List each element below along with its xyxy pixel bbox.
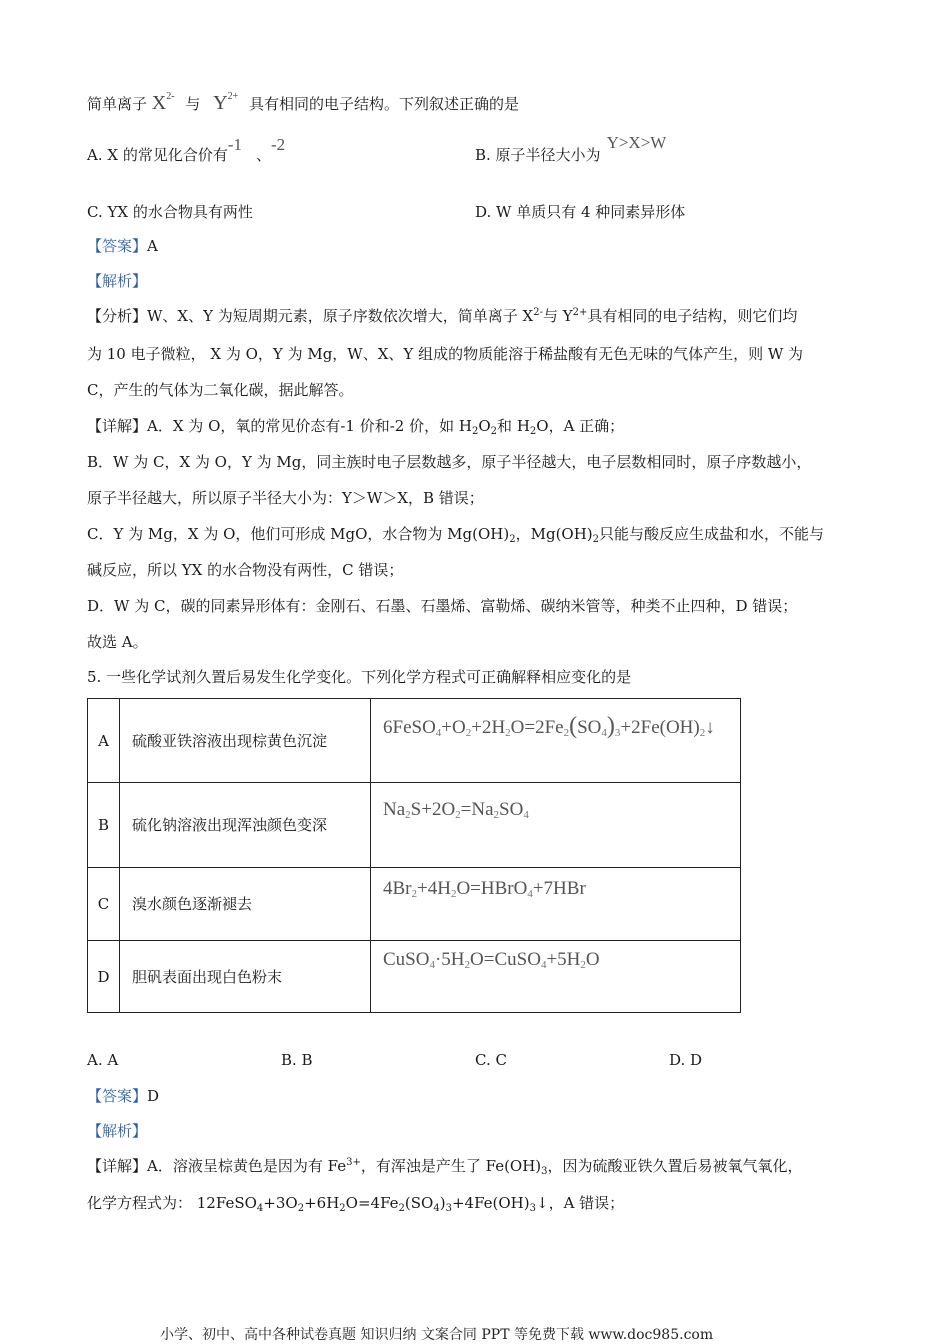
q5-option-a: A. A bbox=[87, 1051, 119, 1069]
q5-answer: 【答案】D bbox=[87, 1087, 160, 1105]
table-row bbox=[88, 699, 741, 783]
q4-detail-a: 【详解】A．X 为 O，氧的常见价态有-1 价和-2 价，如 $H_2O_2$和 $H_2O$，A 正确； bbox=[87, 417, 625, 437]
q5-table bbox=[87, 698, 741, 1013]
q5-analysis-tag: 【解析】 bbox=[87, 1122, 148, 1140]
q5-option-c: C. C bbox=[475, 1051, 507, 1069]
q4-analysis-line-3: C，产生的气体为二氧化碳，据此解答。 bbox=[87, 381, 354, 399]
equation-b: $Na_2S+2O_2=Na_2SO_4$ bbox=[371, 783, 741, 868]
q4-detail-b2: 原子半径越大，所以原子半径大小为：Y＞W＞X，B 错误； bbox=[87, 489, 484, 507]
q4-detail-d2: 故选 A。 bbox=[87, 633, 148, 651]
equation-d: $CuSO_4\cdot 5H_2O=CuSO_4+5H_2O$ bbox=[371, 941, 741, 1013]
q4-detail-d1: D．W 为 C，碳的同素异形体有：金刚石、石墨、石墨烯、富勒烯、碳纳米管等，种类不止四种，D 错误； bbox=[87, 597, 798, 615]
row-desc: 溴水颜色逐渐褪去 bbox=[120, 868, 371, 941]
q4-option-c: C. YX 的水合物具有两性 bbox=[87, 203, 253, 221]
row-desc: 硫酸亚铁溶液出现棕黄色沉淀 bbox=[120, 699, 371, 783]
q4-detail-c2: 碱反应，所以 YX 的水合物没有两性，C 错误； bbox=[87, 561, 404, 579]
q4-answer: 【答案】A bbox=[87, 237, 158, 255]
row-desc: 胆矾表面出现白色粉末 bbox=[120, 941, 371, 1013]
q5-detail-line-2: 化学方程式为： $12FeSO_4+3O_2+6H_2O=4Fe_2(SO_4)_3+4Fe(OH)_3↓$，A 错误； bbox=[87, 1194, 625, 1214]
ion-x: $X^{2-}$ bbox=[151, 91, 175, 114]
q5-option-d: D. D bbox=[669, 1051, 703, 1069]
q4-detail-c1: C．Y 为 Mg，X 为 O，他们可形成 MgO，水合物为 $Mg(OH)_2$，$Mg(OH)_2$只能与酸反应生成盐和水，不能与 bbox=[87, 525, 825, 545]
q5-option-b: B. B bbox=[281, 1051, 313, 1069]
row-label: A bbox=[88, 699, 120, 783]
row-label: C bbox=[88, 868, 120, 941]
row-label: D bbox=[88, 941, 120, 1013]
table-row bbox=[88, 868, 741, 941]
q4-analysis-tag: 【解析】 bbox=[87, 272, 148, 290]
q4-analysis-line-1: 【分析】W、X、Y 为短周期元素，原子序数依次增大，简单离子 $X^{2-}$与 $Y^{2+}$具有相同的电子结构，则它们均 bbox=[87, 307, 798, 325]
table-row bbox=[88, 783, 741, 868]
q5-detail-line-1: 【详解】A．溶液呈棕黄色是因为有 $Fe^{3+}$，有浑浊是产生了 $Fe(OH)_3$，因为硫酸亚铁久置后易被氧气氧化， bbox=[87, 1157, 803, 1177]
footer-banner: 小学、初中、高中各种试卷真题 知识归纳 文案合同 PPT 等免费下载 www.doc985.com bbox=[160, 1327, 714, 1343]
row-desc: 硫化钠溶液出现浑浊颜色变深 bbox=[120, 783, 371, 868]
intro-line: 简单离子 $X^{2-}$ 与 $Y^{2+}$ 具有相同的电子结构。下列叙述正确的是 bbox=[87, 91, 520, 114]
q5-stem: 5. 一些化学试剂久置后易发生化学变化。下列化学方程式可正确解释相应变化的是 bbox=[87, 668, 632, 686]
equation-a: $6FeSO_4+O_2+2H_2O=2Fe_2(SO_4)_3+2Fe(OH)_2↓$ bbox=[371, 699, 741, 783]
table-row bbox=[88, 941, 741, 1013]
ion-y: $Y^{2+}$ bbox=[213, 91, 239, 114]
equation-c: $4Br_2+4H_2O=HBrO_4+7HBr$ bbox=[371, 868, 741, 941]
q4-option-d: D. W 单质只有 4 种同素异形体 bbox=[475, 203, 686, 221]
q4-analysis-line-2: 为 10 电子微粒， X 为 O，Y 为 Mg，W、X、Y 组成的物质能溶于稀盐酸有无色无味的气体产生，则 W 为 bbox=[87, 345, 804, 363]
row-label: B bbox=[88, 783, 120, 868]
q4-option-a: A. X 的常见化合价有-1、-2 bbox=[87, 135, 286, 164]
q4-detail-b1: B．W 为 C，X 为 O，Y 为 Mg，同主族时电子层数越多，原子半径越大，电子层数相同时，原子序数越小， bbox=[87, 453, 812, 471]
q4-option-b: B. 原子半径大小为Y>X>W bbox=[475, 133, 667, 164]
